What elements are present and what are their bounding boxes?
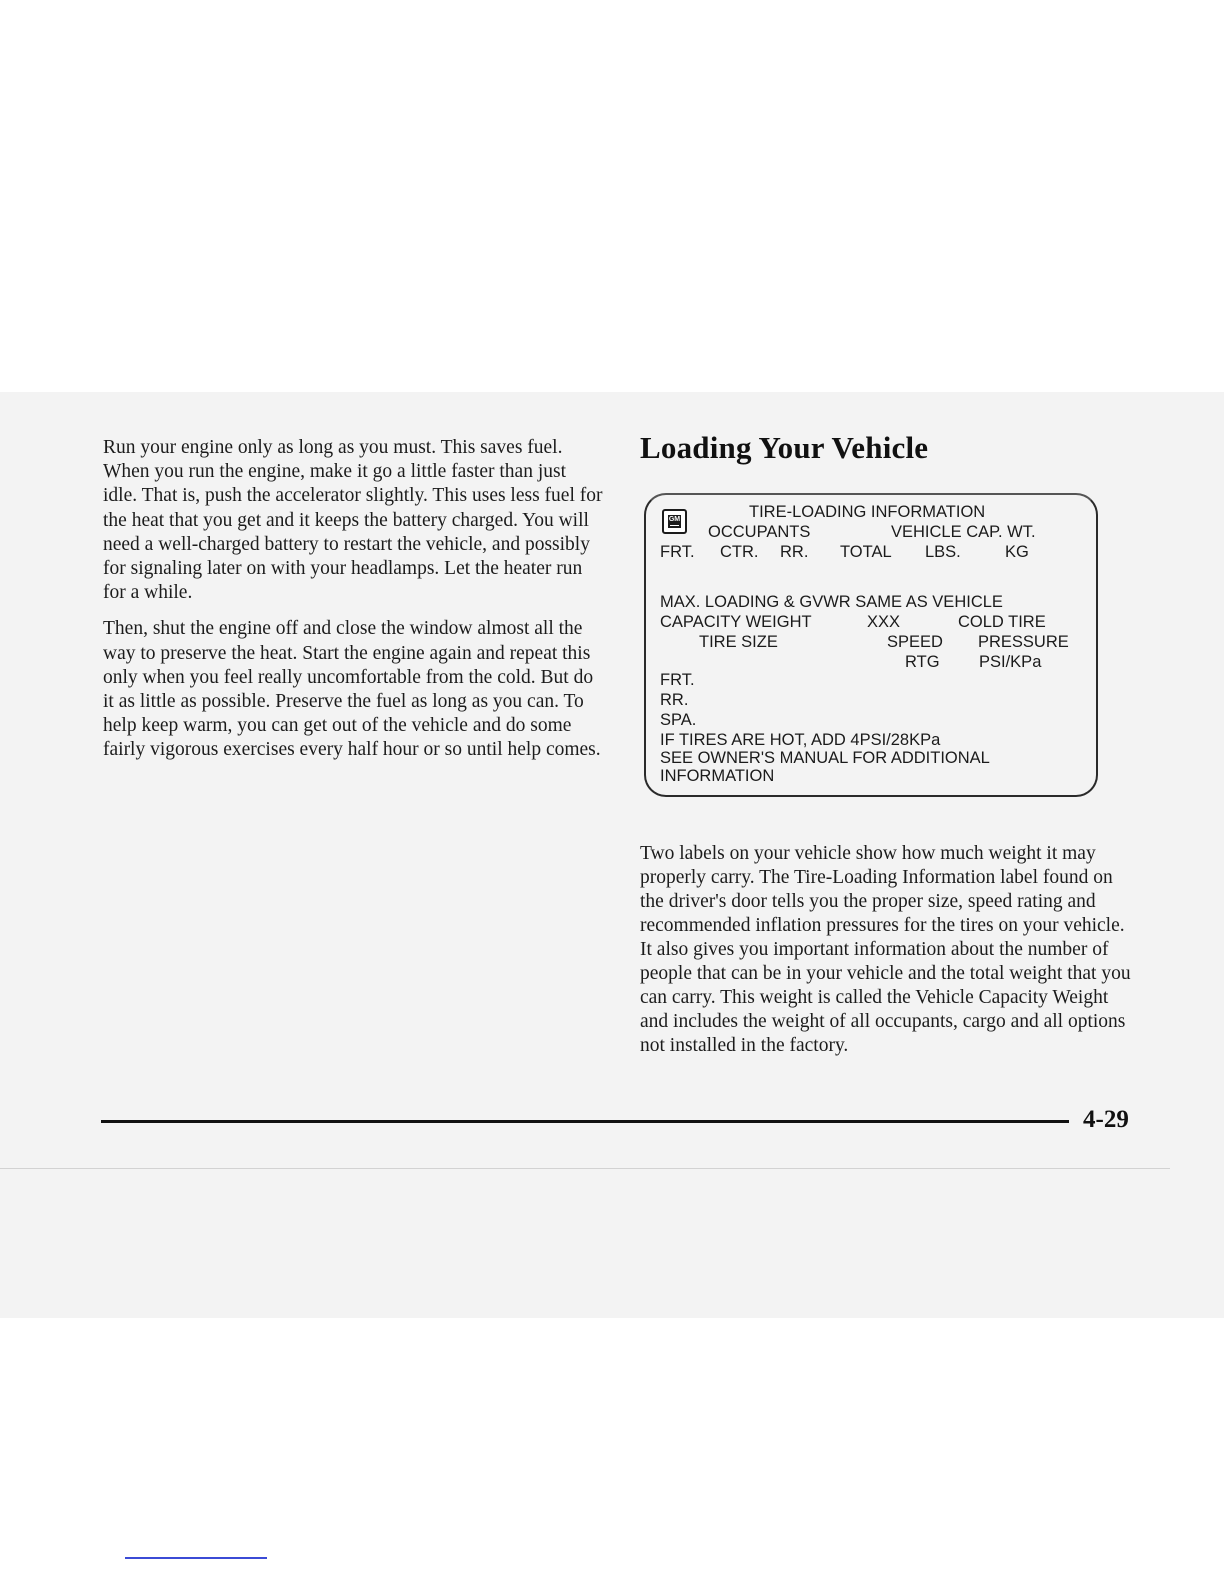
label-heading: TIRE-LOADING INFORMATION <box>749 503 986 521</box>
label-information: INFORMATION <box>660 767 775 785</box>
label-capacity-weight: CAPACITY WEIGHT <box>660 613 812 631</box>
label-total: TOTAL <box>840 543 892 561</box>
scan-edge-line <box>0 1168 1170 1169</box>
label-see-manual: SEE OWNER'S MANUAL FOR ADDITIONAL <box>660 749 990 767</box>
label-rr: RR. <box>780 543 809 561</box>
label-row-frt: FRT. <box>660 671 695 689</box>
label-psi-kpa: PSI/KPa <box>979 653 1042 671</box>
label-vehicle-cap-wt: VEHICLE CAP. WT. <box>891 523 1036 541</box>
label-lbs: LBS. <box>925 543 961 561</box>
label-occupants: OCCUPANTS <box>708 523 811 541</box>
label-row-spa: SPA. <box>660 711 697 729</box>
paragraph-loading-labels: Two labels on your vehicle show how much weight it may properly carry. The Tire-Loading Information label found on the driver's door tells you the proper size, speed rating and recommended inflation pressures for the tires on your vehicle. It also gives you important information about the number of people that can be in your vehicle and the total weight that you can carry. This weight is called the Vehicle Capacity Weight and includes the weight of all occupants, cargo and all options not installed in the factory. <box>640 843 1131 1056</box>
label-cold-tire: COLD TIRE <box>958 613 1046 631</box>
label-frt: FRT. <box>660 543 695 561</box>
tire-loading-label <box>644 493 1098 797</box>
page-number: 4-29 <box>1083 1106 1129 1133</box>
label-max-loading: MAX. LOADING & GVWR SAME AS VEHICLE <box>660 593 1003 611</box>
label-speed: SPEED <box>887 633 943 651</box>
section-title: Loading Your Vehicle <box>640 430 929 465</box>
label-xxx: XXX <box>867 613 901 631</box>
gm-logo-icon <box>662 509 687 534</box>
label-ctr: CTR. <box>720 543 759 561</box>
label-hot-note: IF TIRES ARE HOT, ADD 4PSI/28KPa <box>660 731 941 749</box>
label-kg: KG <box>1005 543 1029 561</box>
label-rtg: RTG <box>905 653 940 671</box>
label-pressure: PRESSURE <box>978 633 1069 651</box>
gm-logo-text: GM <box>668 515 681 528</box>
label-tire-size: TIRE SIZE <box>699 633 778 651</box>
bottom-accent-line <box>125 1557 267 1559</box>
label-row-rr: RR. <box>660 691 689 709</box>
paragraph-shut-engine: Then, shut the engine off and close the window almost all the way to preserve the heat. Start the engine again and repeat this only when you feel really uncomfortable from the cold. But do it as little as possible. Preserve the fuel as long as you can. To help keep warm, you can get out of the vehicle and do some fairly vigorous exercises every half hour or so until help comes. <box>103 618 601 761</box>
footer-rule <box>101 1120 1069 1123</box>
left-column <box>103 436 603 775</box>
paragraph-engine-running: Run your engine only as long as you must. This saves fuel. When you run the engine, make it go a little faster than just idle. That is, push the accelerator slightly. This uses less fuel for the heat that you get and it keeps the battery charged. You will need a well-charged battery to restart the vehicle, and possibly for signaling later on with your headlamps. Let the heater run for a while. <box>103 437 603 604</box>
